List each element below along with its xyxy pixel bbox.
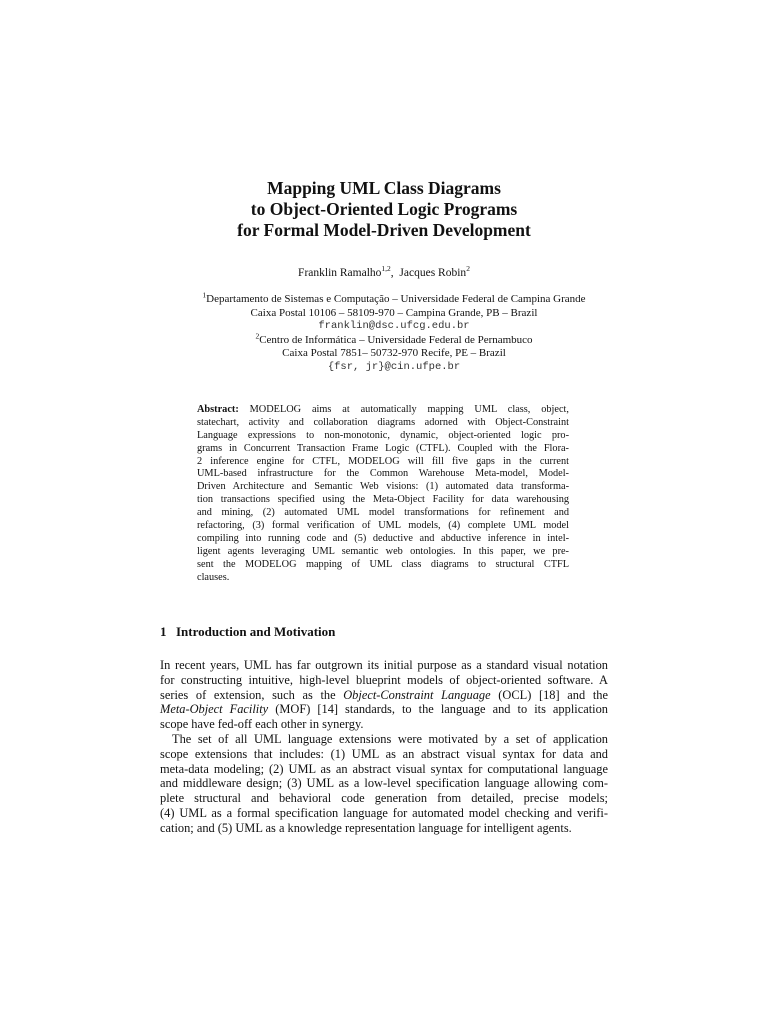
author-affiliation-mark: 2: [466, 264, 470, 274]
affiliations: [0, 290, 768, 375]
author-name: Jacques Robin: [399, 267, 467, 279]
affiliation-2-line-1: [0, 331, 768, 348]
body-text-emphasis: Object-Constraint Language: [343, 687, 491, 702]
abstract-line: ligent agents leveraging UML semantic web ontologies. In this paper, we pre-: [197, 545, 569, 557]
abstract-line: compiling into running code and (5) deductive and abductive inference in intel-: [197, 532, 569, 544]
section-title: Introduction and Motivation: [176, 624, 336, 639]
abstract-text: MODELOG aims at automatically mapping UML class, object,: [238, 404, 569, 415]
body-text-emphasis: Meta-Object Facility: [160, 702, 269, 717]
affiliation-1-line-2: Caixa Postal 10106 – 58109-970 – Campina Grande, PB – Brazil: [250, 306, 538, 319]
author-email[interactable]: franklin@dsc.ufcg.edu.br: [318, 320, 470, 333]
affiliation-2-line-2: Caixa Postal 7851– 50732-970 Recife, PE – Brazil: [282, 347, 506, 360]
author-separator: ,: [390, 267, 400, 279]
title-line-1: Mapping UML Class Diagrams: [267, 178, 501, 198]
body-text-run: series of extension, such as the: [160, 687, 344, 702]
affiliation-1-line-1: [0, 290, 768, 307]
abstract-line: Language expressions to non-monotonic, dynamic, object-oriented logic pro-: [197, 429, 569, 441]
abstract-line: grams in Concurrent Transaction Frame Logic (CTFL). Coupled with the Flora-: [197, 442, 569, 454]
section-heading: [160, 624, 335, 640]
abstract-line: statechart, activity and collaboration diagrams adorned with Object-Constraint: [197, 416, 569, 428]
author-email[interactable]: {fsr, jr}@cin.ufpe.br: [327, 360, 461, 373]
abstract-line: and mining, (2) automated UML model transformations for refinement and: [197, 507, 569, 519]
abstract-line: refactoring, (3) formal verification of UML models, (4) complete UML model: [197, 520, 569, 532]
body-text-run: (MOF) [14] standards, to the language and to its application: [268, 702, 608, 717]
abstract-line: clauses.: [197, 571, 230, 583]
body-line: The set of all UML language extensions were motivated by a set of application: [172, 731, 608, 746]
body-text: [160, 658, 608, 836]
body-line: (4) UML as a formal specification language for automated model checking and verifi-: [160, 805, 608, 820]
author-name: Franklin Ramalho: [298, 267, 382, 279]
author-affiliation-mark: 1,2: [381, 264, 391, 274]
body-line: In recent years, UML has far outgrown its initial purpose as a standard visual notation: [160, 658, 608, 672]
affiliation-text: Centro de Informática – Universidade Federal de Pernambuco: [259, 333, 533, 346]
abstract-line: [197, 404, 569, 417]
title-line-3: for Formal Model-Driven Development: [237, 220, 531, 240]
body-line: plete structural and behavioral code generation from detailed, precise models;: [160, 791, 608, 806]
abstract-line: sent the MODELOG mapping of UML class diagrams to structural CTFL: [197, 558, 569, 570]
abstract: [197, 404, 569, 584]
abstract-line: tion transactions specified using the Meta-Object Facility for data warehousing: [197, 494, 569, 506]
affiliation-mark: 2: [255, 331, 260, 341]
affiliation-text: Departamento de Sistemas e Computação – Universidade Federal de Campina Grande: [206, 293, 586, 305]
body-line: scope extensions that includes: (1) UML as an abstract visual syntax for data and: [160, 746, 608, 761]
body-line: for constructing intuitive, high-level blueprint models of object-oriented software. A: [160, 672, 608, 687]
abstract-label: Abstract:: [197, 404, 239, 415]
affiliation-mark: 1: [202, 290, 207, 300]
body-line: [160, 688, 608, 703]
title-line-2: to Object-Oriented Logic Programs: [250, 199, 518, 219]
body-line: scope have fed-off each other in synergy.: [160, 717, 364, 732]
body-line: cation; and (5) UML as a knowledge representation language for intelligent agents.: [160, 820, 572, 835]
body-text-run: (OCL) [18] and the: [490, 687, 608, 702]
body-line: and middleware design; (3) UML as a low-level specification language allowing com-: [160, 776, 608, 791]
body-line: meta-data modeling; (2) UML as an abstract visual syntax for computational language: [160, 761, 608, 776]
section-number: 1: [160, 624, 167, 639]
paper-title: [0, 178, 768, 241]
abstract-line: UML-based infrastructure for the Common Warehouse Meta-model, Model-: [197, 468, 569, 480]
abstract-line: Driven Architecture and Semantic Web visions: (1) automated data transforma-: [197, 481, 569, 493]
body-line: [160, 702, 608, 717]
author-list: [0, 266, 768, 280]
abstract-line: 2 inference engine for CTFL, MODELOG will fill five gaps in the current: [197, 455, 569, 467]
